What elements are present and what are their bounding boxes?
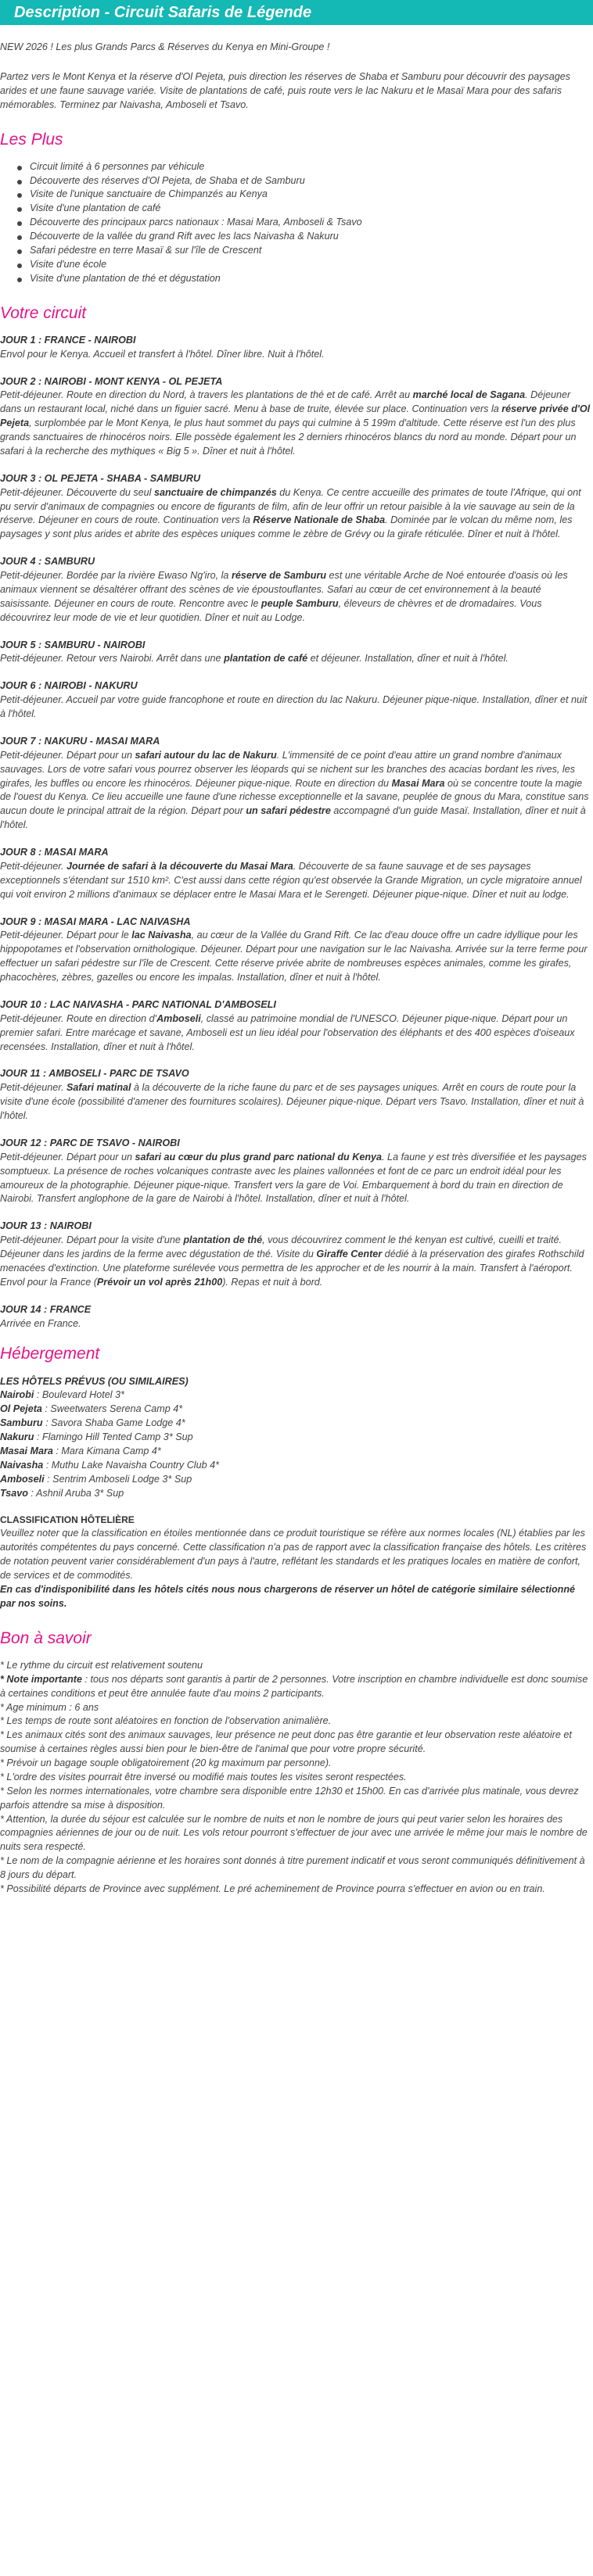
day-block (0, 555, 593, 625)
day-text-run: dédié à la préservation des girafes Rothschild menacées d'extinction. Une plateforme surélevée vous permettra de les approcher et de les nourrir à la main. Transfert à l'aéroport. Envol pour la France ( (0, 1249, 584, 1288)
page-title: Description - Circuit Safaris de Légende (14, 4, 312, 21)
note-line (0, 1659, 593, 1673)
hotel-name: : Sweetwaters Serena Camp 4* (41, 1403, 183, 1415)
note-line (0, 1785, 593, 1813)
day-title: JOUR 2 : NAIROBI - MONT KENYA - OL PEJETA (0, 375, 223, 387)
day-title: JOUR 9 : MASAI MARA - LAC NAIVASHA (0, 915, 191, 927)
note-text: * Age minimum : 6 ans (0, 1701, 99, 1713)
section-heading-bon-a-savoir: Bon à savoir (0, 1628, 92, 1647)
day-text-run: , classé au patrimoine mondial de l'UNESCO. Déjeuner pique-nique. Départ pour un premier safari. Entre marécage et savane, Amboseli est un lieu idéal pour l'observation des éléphants et des 400 espèces d'oiseaux recensées. Installation, dîner et nuit à l'hôtel. (0, 1012, 575, 1052)
day-text-run: ). Repas et nuit à bord. (222, 1276, 323, 1288)
day-description (0, 569, 593, 625)
day-text-run: , surplombée par le Mont Kenya, le plus haut sommet du pays qui culmine à 5 199m d'altitude. Cette réserve est l'un des plus grands sanctuaires de rhinocéros noirs. Elle possède également les 2 derniers rhinocéros blancs du nord au monde. Départ pour un safari à la recherche des mythiques « Big 5 ». Dîner et nuit à l'hôtel. (0, 417, 577, 457)
day-text-run: Petit-déjeuner. Découverte du seul (0, 486, 154, 498)
plus-list-item (14, 216, 593, 230)
note-line (0, 1813, 593, 1855)
day-block (0, 735, 593, 833)
day-text-run: Arrivée en France. (0, 1317, 81, 1329)
plus-item-text: Découverte des principaux parcs nationaux : Masai Mara, Amboseli & Tsavo (30, 217, 362, 228)
note-text: * Possibilité départs de Province avec supplément. Le pré acheminement de Province pourra s'effectuer en avion ou en train. (0, 1883, 545, 1894)
hotel-line (0, 1473, 593, 1487)
day-text-run: Petit-déjeuner. (0, 1082, 66, 1094)
day-text-run: . Découverte de sa faune sauvage et de ses paysages exceptionnels s'étendant sur 1510 km². C'est aussi dans cette région qu'est observée la Grande Migration, un cycle migratoire annuel qui voit environ 2 millions d'animaux se déplacer entre le Masai Mara et le Serengeti. Déjeuner pique-nique. Dîner et nuit au lodge. (0, 860, 582, 900)
day-text-run: du Kenya. Ce centre accueille des primates de toute l'Afrique, qui ont pu servir d'animaux de compagnies ou encore de figurants de film, afin de leur offrir un retour paisible à la vie sauvage au sein de la réserve. Déjeuner en cours de route. Continuation vers la (0, 486, 581, 526)
plus-list-item (14, 230, 593, 244)
day-block (0, 375, 593, 459)
plus-list-item (14, 272, 593, 286)
day-title: JOUR 13 : NAIROBI (0, 1220, 92, 1232)
note-text: * Le nom de la compagnie aérienne et les horaires sont donnés à titre purement indicatif et vous seront communiqués définitivement à 8 jours du départ. (0, 1855, 585, 1881)
plus-item-text: Safari pédestre en terre Masaï & sur l'île de Crescent (30, 244, 262, 256)
hotel-name: : Boulevard Hotel 3* (34, 1389, 124, 1401)
day-text-run: Petit-déjeuner. Route en direction d' (0, 1012, 157, 1024)
hotel-name: : Mara Kimana Camp 4* (52, 1445, 161, 1456)
day-block (0, 1303, 593, 1331)
day-description (0, 1151, 593, 1207)
plus-item-text: Découverte de la vallée du grand Rift avec les lacs Naivasha & Nakuru (30, 231, 339, 242)
day-text-run: Petit-déjeuner. Route en direction du Nord, à travers les plantations de thé et de café. Arrêt au (0, 389, 413, 401)
day-highlight: Amboseli (156, 1012, 201, 1024)
note-line (0, 1883, 593, 1897)
day-highlight: un safari pédestre (246, 805, 331, 817)
day-text-run: Petit-déjeuner. (0, 860, 66, 872)
day-block (0, 679, 593, 722)
day-title: JOUR 4 : SAMBURU (0, 556, 95, 568)
plus-item-text: Visite de l'unique sanctuaire de Chimpanzés au Kenya (30, 188, 268, 200)
classification-title: CLASSIFICATION HÔTELIÈRE (0, 1514, 135, 1526)
day-text-run: Petit-déjeuner. Bordée par la rivière Ewaso Ng'iro, la (0, 570, 232, 581)
plus-list-item (14, 188, 593, 202)
note-text: * Selon les normes internationales, votre chambre sera disponible entre 12h30 et 15h00. En cas d'arrivée plus matinale, vous devrez parfois attendre sa mise à disposition. (0, 1785, 579, 1811)
plus-list-item (14, 258, 593, 272)
hotels-title: LES HÔTELS PRÉVUS (OU SIMILAIRES) (0, 1375, 189, 1387)
day-text-run: Petit-déjeuner. Départ pour un (0, 1151, 135, 1163)
day-block (0, 846, 593, 902)
note-text: * Les temps de route sont aléatoires en fonction de l'observation animalière. (0, 1715, 332, 1727)
day-text-run: . Déjeuner dans un restaurant local, niché dans un figuier sacré. Menu à base de truite, élevée sur place. Continuation vers la (0, 389, 571, 415)
section-heading-circuit: Votre circuit (0, 303, 87, 322)
section-heading-plus: Les Plus (0, 130, 63, 149)
day-text-run: , éleveurs de chèvres et de dromadaires. Vous découvrirez leur mode de vie et leur quotidien. Dîner et nuit au Lodge. (0, 597, 542, 623)
day-title: JOUR 14 : FRANCE (0, 1303, 92, 1315)
day-description (0, 652, 593, 666)
note-line (0, 1854, 593, 1883)
plus-list-item (14, 160, 593, 174)
day-description (0, 389, 593, 458)
itinerary (0, 334, 593, 1331)
classification-note: En cas d'indisponibilité dans les hôtels cités nous nous chargerons de réserver un hôtel de catégorie similaire sélectionné par nos soins. (0, 1583, 576, 1609)
day-description (0, 1081, 593, 1123)
day-block (0, 1067, 593, 1123)
plus-item-text: Visite d'une plantation de café (30, 202, 161, 214)
bullet-icon (17, 249, 22, 254)
day-text-run: Petit-déjeuner. Départ pour le (0, 930, 132, 941)
day-text-run: accompagné d'un guide Masaï. Installation, dîner et nuit à l'hôtel. (0, 805, 586, 831)
note-text: * Prévoir un bagage souple obligatoirement (20 kg maximum par personne). (0, 1757, 332, 1769)
note-line (0, 1771, 593, 1785)
hotel-name: : Flamingo Hill Tented Camp 3* Sup (34, 1431, 193, 1443)
plus-item-text: Circuit limité à 6 personnes par véhicule (30, 160, 205, 172)
day-highlight: marché local de Sagana (412, 389, 526, 401)
bullet-icon (17, 166, 22, 170)
day-block (0, 334, 593, 362)
day-title: JOUR 8 : MASAI MARA (0, 847, 109, 858)
plus-list (14, 160, 593, 286)
notes-list (0, 1659, 593, 1897)
bullet-icon (17, 221, 22, 226)
day-text-run: , au cœur de la Vallée du Grand Rift. Ce lac d'eau douce offre un cadre idyllique pour les hippopotames et l'observation ornithologique. Déjeuner. Départ pour une navigation sur le lac Naivasha. Arrivée sur la terre ferme pour effectuer un safari pédestre sur l'île de Crescent. Cette réserve privée abrite de nombreuses espèces animales, comme les girafes, phacochères, zèbres, gazelles ou encore les impalas. Installation, dîner et nuit à l'hôtel. (0, 930, 588, 983)
note-text: * Les animaux cités sont des animaux sauvages, leur présence ne peut donc pas être garantie et leur observation reste aléatoire et soumise à certaines règles aussi bien pour le bien-être de l'animal que pour votre propre sécurité. (0, 1729, 572, 1755)
hotel-place: Nairobi (0, 1389, 34, 1401)
hotel-line (0, 1403, 593, 1417)
day-description (0, 348, 593, 362)
day-text-run: . L'immensité de ce point d'eau attire un grand nombre d'animaux sauvages. Lors de votre safari vous pourrez observer les léopards qui se nichent sur les branches des acacias bordant les rives, les girafes, les buffles ou encore les rhinocéros. Déjeuner pique-nique. Route en direction du (0, 749, 576, 789)
day-highlight: lac Naivasha (131, 930, 192, 941)
hotel-line (0, 1445, 593, 1459)
hotel-line (0, 1487, 593, 1501)
day-highlight: plantation de café (224, 653, 308, 665)
day-highlight: plantation de thé (183, 1234, 263, 1246)
day-highlight: Prévoir un vol après 21h00 (96, 1276, 223, 1288)
day-block (0, 1220, 593, 1289)
day-title: JOUR 7 : NAKURU - MASAI MARA (0, 735, 160, 747)
hotel-line (0, 1459, 593, 1473)
day-title: JOUR 5 : SAMBURU - NAIROBI (0, 639, 146, 650)
day-text-run: Petit-déjeuner. Accueil par votre guide francophone et route en direction du lac Nakuru. Déjeuner pique-nique. Installation, dîner et nuit à l'hôtel. (0, 694, 588, 719)
hotel-line (0, 1431, 593, 1445)
day-title: JOUR 12 : PARC DE TSAVO - NAIROBI (0, 1137, 180, 1148)
day-text-run: , vous découvrirez comment le thé kenyan est cultivé, cueilli et traité. Déjeuner dans les jardins de la ferme avec dégustation de thé. Visite du (0, 1234, 562, 1259)
title-banner (0, 0, 593, 25)
plus-list-item (14, 202, 593, 216)
day-highlight: réserve privée d'Ol Pejeta (0, 403, 591, 429)
note-line (0, 1701, 593, 1715)
hotel-place: Masai Mara (0, 1445, 53, 1456)
day-block (0, 472, 593, 542)
day-text-run: est une véritable Arche de Noé entourée d'oasis où les animaux viennent se désaltérer offrant des scènes de vie époustouflantes. Safari au cœur de cet environnement à la beauté saisissante. Déjeuner en cours de route. Rencontre avec le (0, 570, 568, 609)
day-description (0, 1234, 593, 1290)
plus-item-text: Visite d'une école (30, 258, 107, 270)
day-title: JOUR 6 : NAIROBI - NAKURU (0, 680, 138, 692)
bullet-icon (17, 193, 22, 198)
section-heading-hebergement: Hébergement (0, 1345, 100, 1363)
day-description (0, 1012, 593, 1055)
hotel-place: Tsavo (0, 1487, 28, 1499)
hotel-name: : Muthu Lake Navaisha Country Club 4* (43, 1459, 220, 1471)
bullet-icon (17, 278, 22, 282)
day-description (0, 929, 593, 985)
day-highlight: Safari matinal (66, 1082, 131, 1094)
hotel-place: Nakuru (0, 1431, 34, 1443)
day-highlight: sanctuaire de chimpanzés (153, 486, 277, 498)
hotel-place: Ol Pejeta (0, 1403, 42, 1415)
note-line (0, 1729, 593, 1757)
plus-list-item (14, 174, 593, 188)
day-title: JOUR 3 : OL PEJETA - SHABA - SAMBURU (0, 472, 201, 484)
note-text: : tous nos départs sont garantis à partir de 2 personnes. Votre inscription en chambre individuelle est donc soumise à certaines conditions et peut être annulée faute d'au moins 2 participants. (0, 1673, 588, 1699)
day-highlight: Journée de safari à la découverte du Masai Mara (66, 860, 293, 872)
hotel-list (0, 1388, 593, 1500)
day-text-run: Petit-déjeuner. Départ pour la visite d'une (0, 1234, 184, 1246)
day-description (0, 693, 593, 722)
note-highlight: * Note importante (0, 1673, 82, 1685)
day-highlight: safari au cœur du plus grand parc national du Kenya (135, 1151, 383, 1163)
bullet-icon (17, 180, 22, 185)
intro-text: Partez vers le Mont Kenya et la réserve d'Ol Pejeta, puis direction les réserves de Shaba et Samburu pour découvrir des paysages arides et une faune sauvage variée. Visite de plantations de café, puis route vers le lac Nakuru et le Masaï Mara pour des safaris mémorables. Terminez par Naivasha, Amboseli et Tsavo. (0, 70, 571, 110)
note-text: * Attention, la durée du séjour est calculée sur le nombre de nuits et non le nombre de jours qui peut varier selon les horaires des compagnies aériennes de jour ou de nuit. Les vols retour pourront s'effectuer de jour avec une arrivée le même jour mais le nombre de nuits sera respecté. (0, 1813, 588, 1853)
day-text-run: et déjeuner. Installation, dîner et nuit à l'hôtel. (307, 653, 509, 665)
bullet-icon (17, 263, 22, 268)
hotel-line (0, 1388, 593, 1403)
day-text-run: Petit-déjeuner. Retour vers Nairobi. Arrêt dans une (0, 653, 225, 665)
hotel-line (0, 1417, 593, 1431)
day-title: JOUR 11 : AMBOSELI - PARC DE TSAVO (0, 1068, 189, 1080)
classification-text: Veuillez noter que la classification en étoiles mentionnée dans ce produit touristique se réfère aux normes locales (NL) établies par les autorités compétentes du pays concerné. Cette classification n'a pas de rapport avec la classification française des hôtels. Les critères de notation peuvent varier considérablement d'un pays à l'autre, reflétant les standards et les pratiques locales en matière de confort, de services et de commodités. (0, 1528, 587, 1582)
main-content (0, 41, 593, 1897)
bullet-icon (17, 207, 22, 212)
day-highlight: Réserve Nationale de Shaba (253, 514, 386, 526)
plus-item-text: Découverte des réserves d'Ol Pejeta, de Shaba et de Samburu (30, 174, 305, 186)
note-text: * L'ordre des visites pourrait être inversé ou modifié mais toutes les visites seront respectées. (0, 1771, 407, 1782)
note-text: * Le rythme du circuit est relativement soutenu (0, 1659, 203, 1671)
hotel-name: : Sentrim Amboseli Lodge 3* Sup (44, 1473, 192, 1485)
day-highlight: Giraffe Center (316, 1249, 383, 1259)
day-block (0, 998, 593, 1055)
day-title: JOUR 10 : LAC NAIVASHA - PARC NATIONAL D'AMBOSELI (0, 998, 276, 1010)
day-description (0, 749, 593, 833)
hotel-place: Naivasha (0, 1459, 44, 1471)
day-text-run: . Dominée par le volcan du même nom, les paysages y sont plus arides et abrite des espèces uniques comme le zèbre de Grévy ou la girafe réticulée. Dîner et nuit à l'hôtel. (0, 514, 573, 540)
day-text-run: à la découverte de la riche faune du parc et de ses paysages uniques. Arrêt en cours de route pour la visite d'une école (possibilité d'amener des fournitures scolaires). Déjeuner pique-nique. Départ vers Tsavo. Installation, dîner et nuit à l'hôtel. (0, 1082, 584, 1121)
hotel-place: Samburu (0, 1417, 43, 1429)
day-highlight: safari autour du lac de Nakuru (135, 749, 277, 761)
plus-item-text: Visite d'une plantation de thé et dégustation (30, 272, 221, 284)
hotel-name: : Ashnil Aruba 3* Sup (27, 1487, 124, 1499)
note-line (0, 1757, 593, 1771)
day-highlight: peuple Samburu (261, 597, 339, 609)
day-block (0, 915, 593, 985)
note-line (0, 1714, 593, 1729)
day-title: JOUR 1 : FRANCE - NAIROBI (0, 334, 136, 346)
note-line (0, 1673, 593, 1701)
day-text-run: . La faune y est très diversifiée et les paysages somptueux. La présence de roches volcaniques contraste avec les plaines vallonnées et font de ce parc un endroit idéal pour les amoureux de la photographie. Déjeuner pique-nique. Transfert vers la gare de Voi. Embarquement à bord du train en direction de Nairobi. Transfert anglophone de la gare de Nairobi à l'hôtel. Installation, dîner et nuit à l'hôtel. (0, 1151, 587, 1205)
day-block (0, 639, 593, 667)
day-description (0, 486, 593, 543)
day-highlight: réserve de Samburu (231, 570, 327, 581)
day-highlight: Masai Mara (391, 777, 445, 789)
plus-list-item (14, 244, 593, 258)
day-text-run: où se concentre toute la magie de l'ouest du Kenya. Ce lieu accueille une faune d'une richesse exceptionnelle et la savane, peuplée de gnous du Mara, constitue sans aucun doute le principal attrait de la région. Départ pour (0, 777, 589, 817)
day-description (0, 1317, 593, 1331)
day-text-run: Petit-déjeuner. Départ pour un (0, 749, 135, 761)
day-block (0, 1137, 593, 1206)
bullet-icon (17, 235, 22, 240)
hotel-place: Amboseli (0, 1473, 45, 1485)
hotel-name: : Savora Shaba Game Lodge 4* (42, 1417, 185, 1429)
day-text-run: Envol pour le Kenya. Accueil et transfert à l'hôtel. Dîner libre. Nuit à l'hôtel. (0, 348, 325, 360)
day-description (0, 860, 593, 902)
intro-new-line: NEW 2026 ! Les plus Grands Parcs & Réserves du Kenya en Mini-Groupe ! (0, 41, 330, 52)
